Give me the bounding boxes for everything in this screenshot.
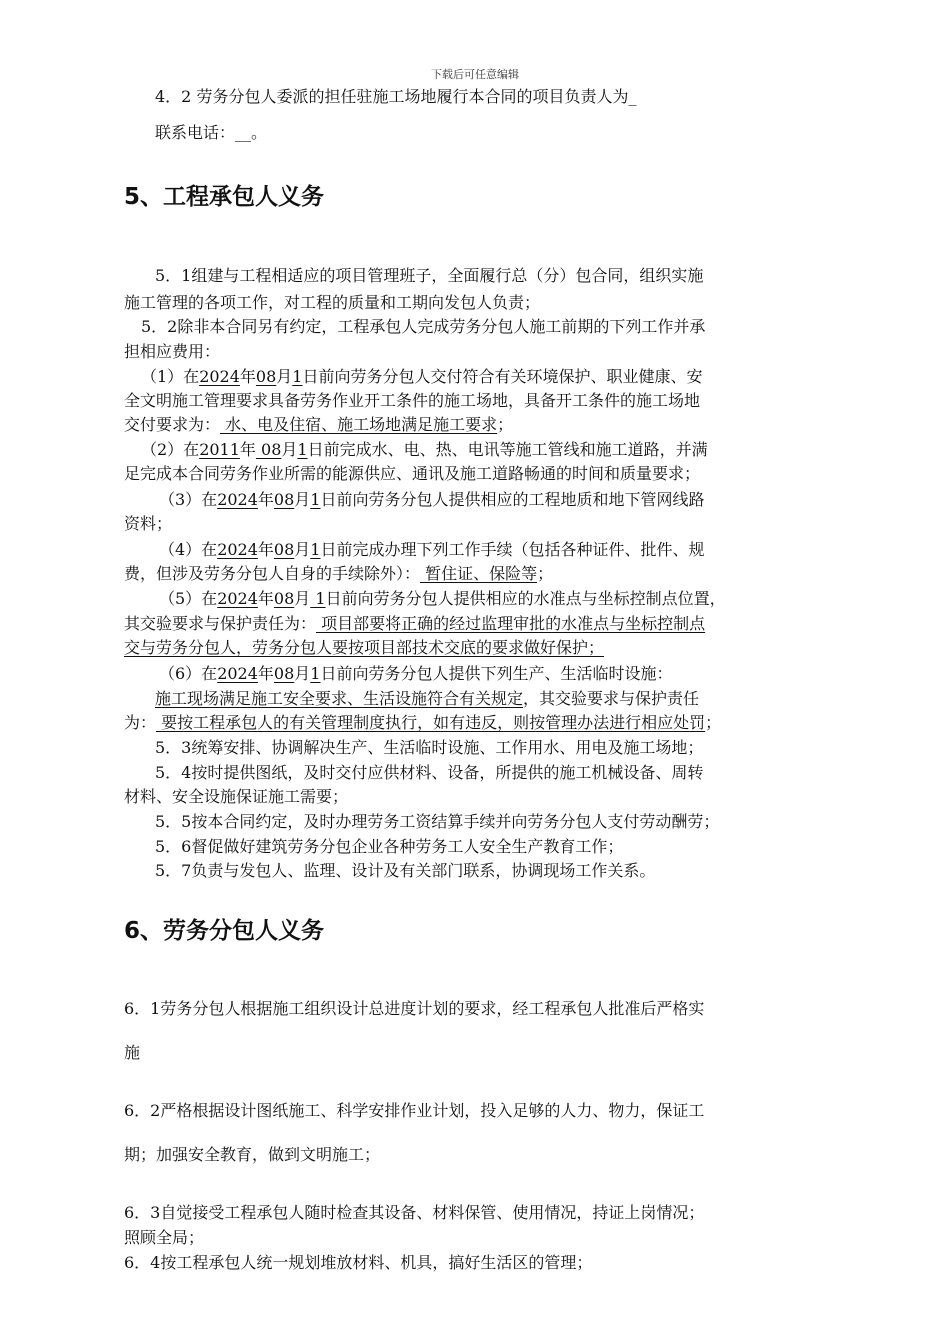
item-3-line1: （3）在2024年08月1日前向劳务分包人提供相应的工程地质和地下管网线路: [159, 490, 705, 509]
item-6-line1: （6）在2024年08月1日前向劳务分包人提供下列生产、生活临时设施：: [159, 664, 673, 683]
item-4-line2: 费，但涉及劳务分包人自身的手续除外）： 暂住证、保险等；: [124, 564, 554, 583]
clause-6-2-line1: 6．2严格根据设计图纸施工、科学安排作业计划，投入足够的人力、物力，保证工: [124, 1101, 705, 1120]
clause-6-4: 6．4按工程承包人统一规划堆放材料、机具，搞好生活区的管理；: [124, 1253, 593, 1272]
clause-4-2-line1: 4．2 劳务分包人委派的担任驻施工场地履行本合同的项目负责人为_: [155, 87, 637, 106]
clause-5-5: 5．5按本合同约定，及时办理劳务工资结算手续并向劳务分包人支付劳动酬劳；: [155, 812, 720, 831]
clause-5-1-line1: 5．1组建与工程相适应的项目管理班子，全面履行总（分）包合同，组织实施: [155, 266, 704, 285]
clause-6-2-line2: 期；加强安全教育，做到文明施工；: [124, 1145, 381, 1164]
clause-5-4-line1: 5．4按时提供图纸，及时交付应供材料、设备，所提供的施工机械设备、周转: [155, 763, 704, 782]
clause-5-3: 5．3统筹安排、协调解决生产、生活临时设施、工作用水、用电及施工场地；: [155, 738, 704, 757]
item-1-line3: 交付要求为： 水、电及住宿、施工场地满足施工要求；: [124, 415, 514, 434]
item-4-line1: （4）在2024年08月1日前完成办理下列工作手续（包括各种证件、批件、规: [159, 540, 705, 559]
clause-6-3-line2: 照顾全局；: [124, 1228, 205, 1247]
clause-4-2-line2: 联系电话：__。: [155, 123, 268, 142]
clause-5-4-line2: 材料、安全设施保证施工需要；: [124, 787, 349, 806]
clause-6-3-line1: 6．3自觉接受工程承包人随时检查其设备、材料保管、使用情况，持证上岗情况；: [124, 1203, 705, 1222]
item-5-line3: 交与劳务分包人，劳务分包人要按项目部技术交底的要求做好保护；: [124, 638, 605, 657]
item-2-line2: 足完成本合同劳务作业所需的能源供应、通讯及施工道路畅通的时间和质量要求；: [124, 464, 701, 483]
clause-5-2-line1: 5．2除非本合同另有约定，工程承包人完成劳务分包人施工前期的下列工作并承: [141, 317, 706, 336]
item-6-line3: 为： 要按工程承包人的有关管理制度执行，如有违反，则按管理办法进行相应处罚；: [124, 713, 722, 732]
item-2-line1: （2）在2011年 08月1日前完成水、电、热、电讯等施工管线和施工道路，并满: [141, 440, 708, 459]
clause-6-1-line2: 施: [124, 1043, 141, 1062]
item-3-line2: 资料；: [124, 514, 173, 533]
clause-5-2-line2: 担相应费用：: [124, 342, 221, 361]
item-5-line1: （5）在2024年08月 1日前向劳务分包人提供相应的水准点与坐标控制点位置，: [159, 589, 726, 608]
clause-5-7: 5．7负责与发包人、监理、设计及有关部门联系，协调现场工作关系。: [155, 861, 656, 880]
page-header: 下载后可任意编辑: [431, 68, 519, 81]
clause-5-1-line2: 施工管理的各项工作，对工程的质量和工期向发包人负责；: [124, 293, 541, 312]
item-1-line1: （1）在2024年08月1日前向劳务分包人交付符合有关环境保护、职业健康、安: [141, 367, 703, 386]
item-5-line2: 其交验要求与保护责任为： 项目部要将正确的经过监理审批的水准点与坐标控制点: [124, 614, 706, 633]
clause-5-6: 5．6督促做好建筑劳务分包企业各种劳务工人安全生产教育工作；: [155, 837, 624, 856]
item-6-line2: 施工现场满足施工安全要求、生活设施符合有关规定，其交验要求与保护责任: [155, 689, 700, 708]
clause-6-1-line1: 6．1劳务分包人根据施工组织设计总进度计划的要求，经工程承包人批准后严格实: [124, 999, 705, 1018]
section-5-title: 5、工程承包人义务: [124, 184, 325, 210]
section-6-title: 6、劳务分包人义务: [124, 918, 325, 944]
item-1-line2: 全文明施工管理要求具备劳务作业开工条件的施工场地，具备开工条件的施工场地: [124, 391, 701, 410]
